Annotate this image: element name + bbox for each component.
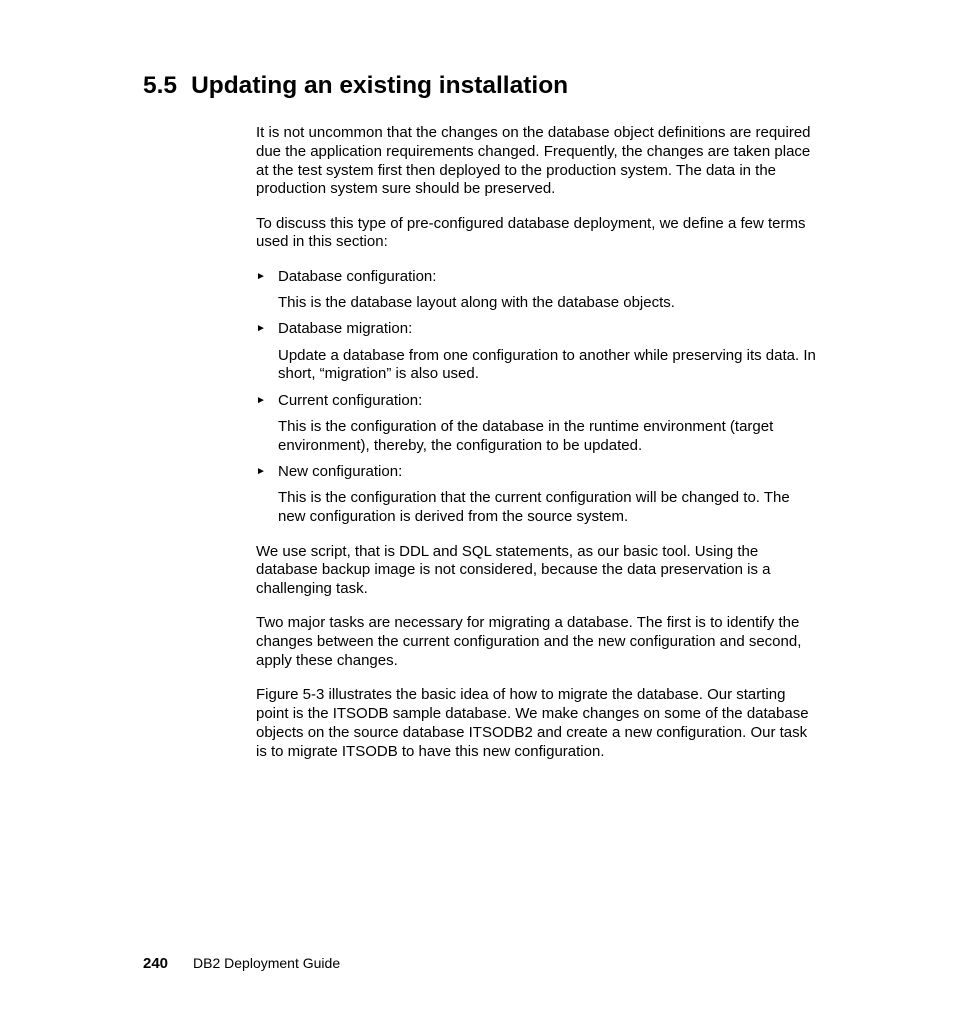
term-description: This is the database layout along with the database objects. bbox=[278, 294, 675, 312]
bullet-arrow-icon: ► bbox=[256, 466, 266, 478]
paragraph-tasks: Two major tasks are necessary for migrating a database. The first is to identify the changes between the current configuration and the new configuration and second, apply these changes. bbox=[256, 614, 802, 670]
bullet-arrow-icon: ► bbox=[256, 323, 266, 335]
bullet-arrow-icon: ► bbox=[256, 270, 266, 282]
paragraph-terms-intro: To discuss this type of pre-configured database deployment, we define a few terms used in this section: bbox=[256, 214, 806, 251]
book-title: DB2 Deployment Guide bbox=[193, 955, 341, 971]
paragraph-figure-reference: Figure 5-3 illustrates the basic idea of how to migrate the database. Our starting point is the ITSODB sample database. We make changes on some of the database objects on the source database ITSODB2 and create a new configuration. Our task is to migrate ITSODB to have this new configuration. bbox=[256, 686, 809, 760]
term-label: Database configuration: bbox=[278, 267, 437, 285]
term-label: New configuration: bbox=[278, 463, 403, 481]
paragraph-tools: We use script, that is DDL and SQL statements, as our basic tool. Using the database backup image is not considered, because the data preservation is a challenging task. bbox=[256, 542, 771, 598]
section-title: Updating an existing installation bbox=[191, 72, 569, 99]
term-label: Current configuration: bbox=[278, 391, 423, 409]
term-label: Database migration: bbox=[278, 320, 413, 338]
section-number: 5.5 bbox=[143, 72, 178, 99]
list-item bbox=[256, 392, 816, 456]
term-description: Update a database from one configuration to another while preserving its data. In short, “migration” is also used. bbox=[278, 346, 816, 383]
list-item bbox=[256, 268, 816, 313]
list-item bbox=[256, 463, 816, 527]
page-footer bbox=[143, 954, 340, 973]
list-item bbox=[256, 320, 816, 384]
term-description: This is the configuration of the database in the runtime environment (target environment), thereby, the configuration to be updated. bbox=[278, 418, 774, 454]
terms-list bbox=[256, 268, 816, 527]
section-heading bbox=[143, 70, 568, 102]
paragraph-intro: It is not uncommon that the changes on the database object definitions are required due the application requirements changed. Frequently, the changes are taken place at the test system first then deployed to the production system. The data in the production system sure should be preserved. bbox=[256, 124, 811, 198]
bullet-arrow-icon: ► bbox=[256, 394, 266, 406]
section-body bbox=[256, 124, 816, 777]
term-description: This is the configuration that the current configuration will be changed to. The new configuration is derived from the source system. bbox=[278, 489, 790, 526]
page-number: 240 bbox=[143, 955, 169, 972]
